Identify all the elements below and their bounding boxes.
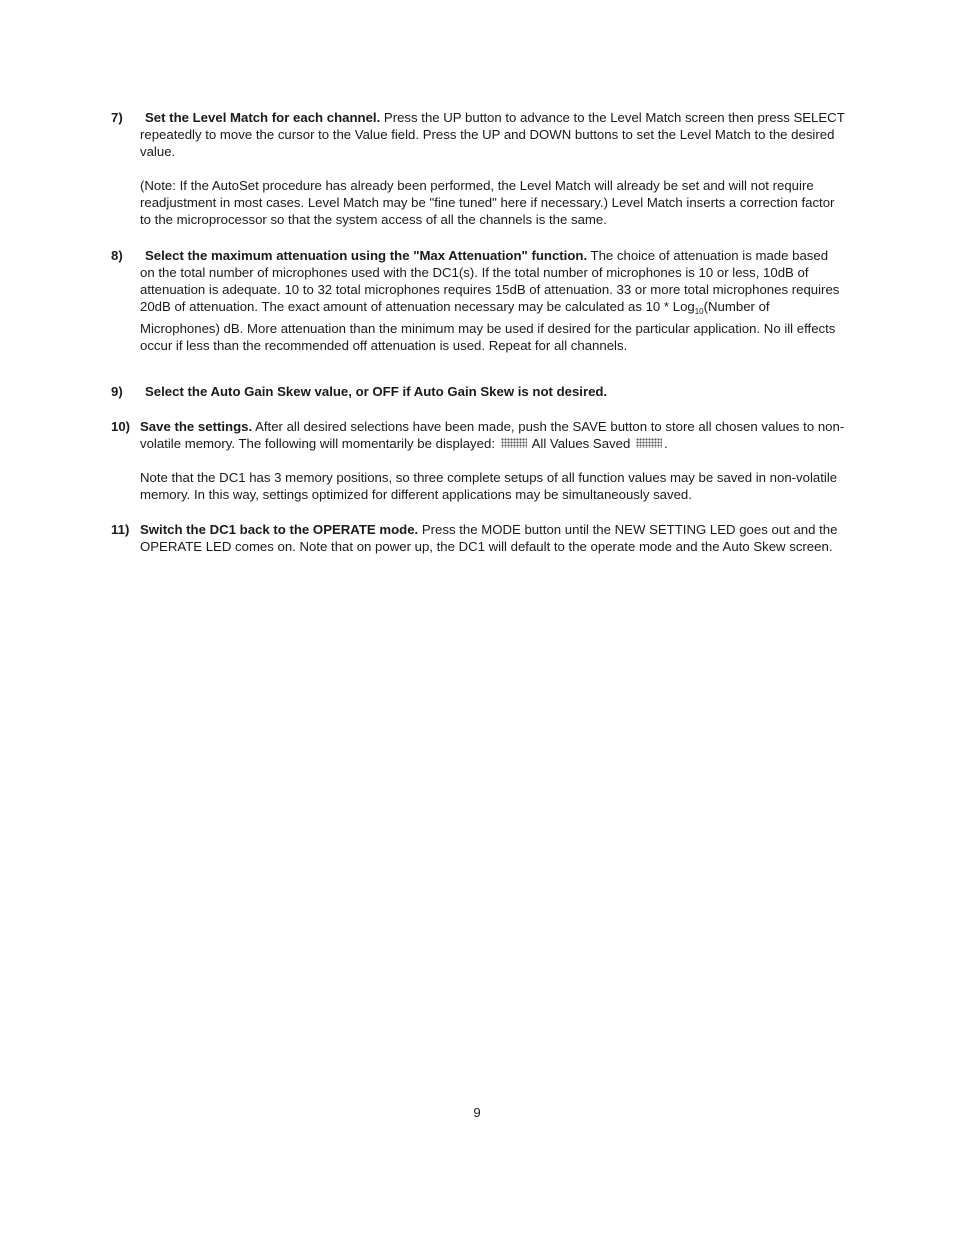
step-number: 10)	[111, 419, 131, 434]
display-message: All Values Saved	[528, 436, 634, 452]
step-text: The choice of attenuation is made based on the total number of microphones used with the DC1(s). If the total number of microphones is 10 or less, 10dB of attenuation is adequate. 10 to 32 total microphones requires 15dB of attenuation. 33 or more total microphones requires 20dB of attenuation. The exact amount of attenuation necessary may be calculated as 10 * Log	[140, 248, 840, 315]
step-number: 9)	[111, 384, 123, 399]
step-note: Note that the DC1 has 3 memory positions, so three complete setups of all function values may be saved in non-volatile memory. In this way, settings optimized for different applications may be simultaneously saved.	[140, 470, 838, 503]
step-number: 7)	[111, 110, 123, 125]
step-text: After all desired selections have been made, push the SAVE button to store all chosen values to non-volatile memory. The following will momentarily be displayed:	[140, 419, 845, 452]
step-7	[111, 109, 846, 229]
log-subscript: 10	[694, 307, 704, 317]
step-8	[111, 247, 846, 355]
step-number: 11)	[111, 522, 130, 537]
stars-icon	[501, 438, 527, 448]
step-text: Press the MODE button until the NEW SETTING LED goes out and the OPERATE LED comes on. Note that on power up, the DC1 will default to the operate mode and the Auto Skew screen.	[140, 522, 838, 555]
step-text: Press the UP button to advance to the Level Match screen then press SELECT repeatedly to move the cursor to the Value field. Press the UP and DOWN buttons to set the Level Match to the desired value.	[140, 110, 845, 160]
step-heading: Switch the DC1 back to the OPERATE mode.	[140, 522, 419, 537]
step-number: 8)	[111, 248, 123, 263]
step-text-cont: (Number of Microphones) dB. More attenuation than the minimum may be used if desired for the particular application. No ill effects occur if less than the recommended off attenuation is used. Repeat for all channels.	[140, 299, 836, 354]
page-number: 9	[473, 1105, 481, 1120]
step-note: (Note: If the AutoSet procedure has already been performed, the Level Match will already be set and will not require readjustment in most cases. Level Match may be "fine tuned" here if necessary.) Level Match inserts a correction factor to the microprocessor so that the system access of all the channels is the same.	[140, 178, 835, 228]
step-heading: Save the settings.	[140, 419, 253, 434]
step-9	[111, 383, 846, 400]
step-10	[111, 418, 846, 503]
step-end: .	[663, 436, 668, 452]
step-11	[111, 521, 846, 555]
stars-icon	[636, 438, 662, 448]
step-heading: Set the Level Match for each channel.	[145, 110, 381, 125]
step-heading: Select the maximum attenuation using the "Max Attenuation" function.	[145, 248, 588, 263]
step-heading: Select the Auto Gain Skew value, or OFF if Auto Gain Skew is not desired.	[145, 384, 608, 399]
